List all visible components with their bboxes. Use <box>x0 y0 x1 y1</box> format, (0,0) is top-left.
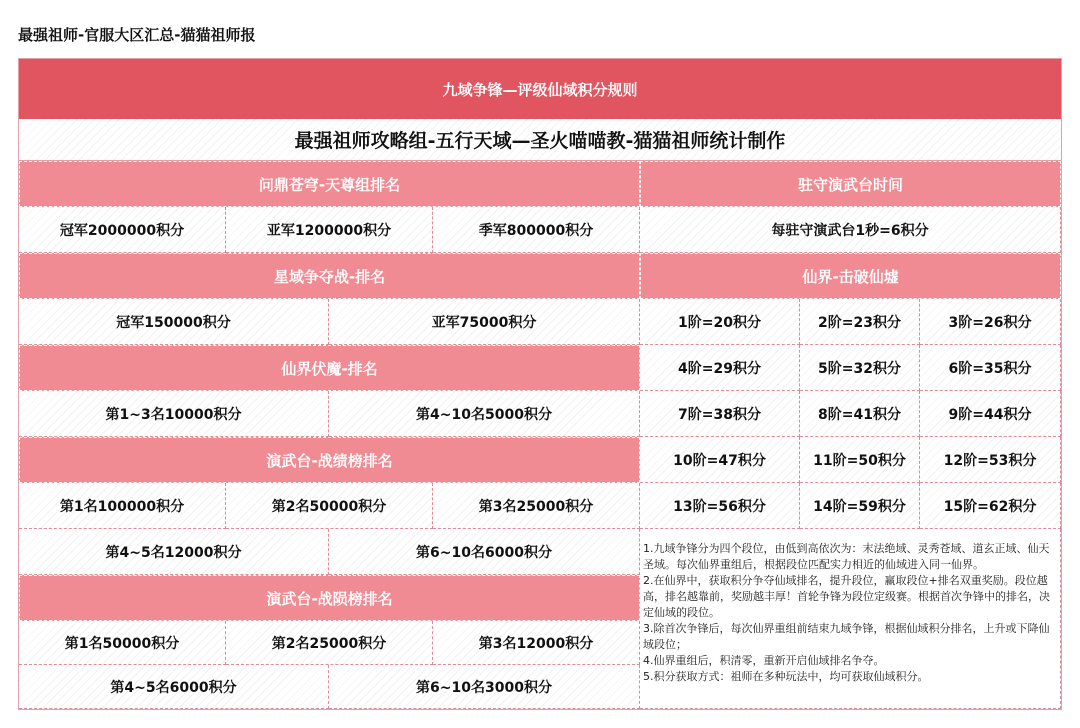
note-item: 4.仙界重组后，积清零，重新开启仙域排名争夺。 <box>643 654 885 667</box>
xianxu-tier: 15阶=62积分 <box>920 483 1061 529</box>
zhanyun-4-5: 第4~5名6000积分 <box>19 665 329 709</box>
fumo-top3: 第1~3名10000积分 <box>19 391 329 437</box>
xianxu-tier: 6阶=35积分 <box>920 345 1061 391</box>
xianxu-tier: 5阶=32积分 <box>800 345 920 391</box>
note-item: 5.积分获取方式：祖师在多种玩法中，均可获取仙域积分。 <box>643 670 929 683</box>
xianxu-tier: 14阶=59积分 <box>800 483 920 529</box>
xianxu-tier: 4阶=29积分 <box>640 345 800 391</box>
zhanji-2nd: 第2名50000积分 <box>226 483 433 529</box>
note-item: 2.在仙界中，获取积分争夺仙域排名，提升段位，赢取段位+排名双重奖励。段位越高，排名越靠前，奖励越丰厚！首轮争锋为段位定级赛。根据首次争锋中的排名，决定仙域的段位。 <box>643 574 1050 619</box>
section-header-fumo: 仙界伏魔-排名 <box>19 345 640 391</box>
subtitle: 最强祖师攻略组-五行天域—圣火喵喵教-猫猫祖师统计制作 <box>19 119 1061 161</box>
rules-notes <box>640 529 1061 709</box>
section-header-xianxu: 仙界-击破仙墟 <box>640 253 1061 299</box>
xianxu-tier: 9阶=44积分 <box>920 391 1061 437</box>
tianzun-third: 季军800000积分 <box>433 207 640 253</box>
xingyu-runner-up: 亚军75000积分 <box>329 299 640 345</box>
zhanyun-6-10: 第6~10名3000积分 <box>329 665 640 709</box>
page-title: 最强祖师-官服大区汇总-猫猫祖师报 <box>18 26 256 44</box>
section-header-zhanyun: 演武台-战陨榜排名 <box>19 575 640 621</box>
xianxu-tier: 3阶=26积分 <box>920 299 1061 345</box>
xianxu-tier: 8阶=41积分 <box>800 391 920 437</box>
xianxu-tier: 12阶=53积分 <box>920 437 1061 483</box>
note-item: 3.除首次争锋后，每次仙界重组前结束九域争锋，根据仙域积分排名，上升或下降仙域段位； <box>643 622 1050 651</box>
xingyu-champion: 冠军150000积分 <box>19 299 329 345</box>
section-header-xingyu: 星域争夺战-排名 <box>19 253 640 299</box>
xianxu-tier: 11阶=50积分 <box>800 437 920 483</box>
note-item: 1.九域争锋分为四个段位，由低到高依次为：末法绝域、灵秀苍域、道玄正域、仙天圣域。每次仙界重组后，根据段位匹配实力相近的仙域进入同一仙界。 <box>643 542 1050 571</box>
section-header-zhushou: 驻守演武台时间 <box>640 161 1061 207</box>
xianxu-tier: 1阶=20积分 <box>640 299 800 345</box>
section-header-zhanji: 演武台-战绩榜排名 <box>19 437 640 483</box>
section-header-tianzun: 问鼎苍穹-天尊组排名 <box>19 161 640 207</box>
zhushou-rate: 每驻守演武台1秒=6积分 <box>640 207 1061 253</box>
xianxu-tier: 7阶=38积分 <box>640 391 800 437</box>
zhanji-6-10: 第6~10名6000积分 <box>329 529 640 575</box>
tianzun-champion: 冠军2000000积分 <box>19 207 226 253</box>
zhanyun-1st: 第1名50000积分 <box>19 621 226 665</box>
tianzun-runner-up: 亚军1200000积分 <box>226 207 433 253</box>
xianxu-tier: 10阶=47积分 <box>640 437 800 483</box>
zhanyun-3rd: 第3名12000积分 <box>433 621 640 665</box>
banner-title: 九域争锋—评级仙域积分规则 <box>19 59 1061 119</box>
zhanji-3rd: 第3名25000积分 <box>433 483 640 529</box>
rules-table <box>18 58 1062 710</box>
zhanji-1st: 第1名100000积分 <box>19 483 226 529</box>
xianxu-tier: 2阶=23积分 <box>800 299 920 345</box>
xianxu-tier: 13阶=56积分 <box>640 483 800 529</box>
zhanyun-2nd: 第2名25000积分 <box>226 621 433 665</box>
zhanji-4-5: 第4~5名12000积分 <box>19 529 329 575</box>
fumo-4-10: 第4~10名5000积分 <box>329 391 640 437</box>
